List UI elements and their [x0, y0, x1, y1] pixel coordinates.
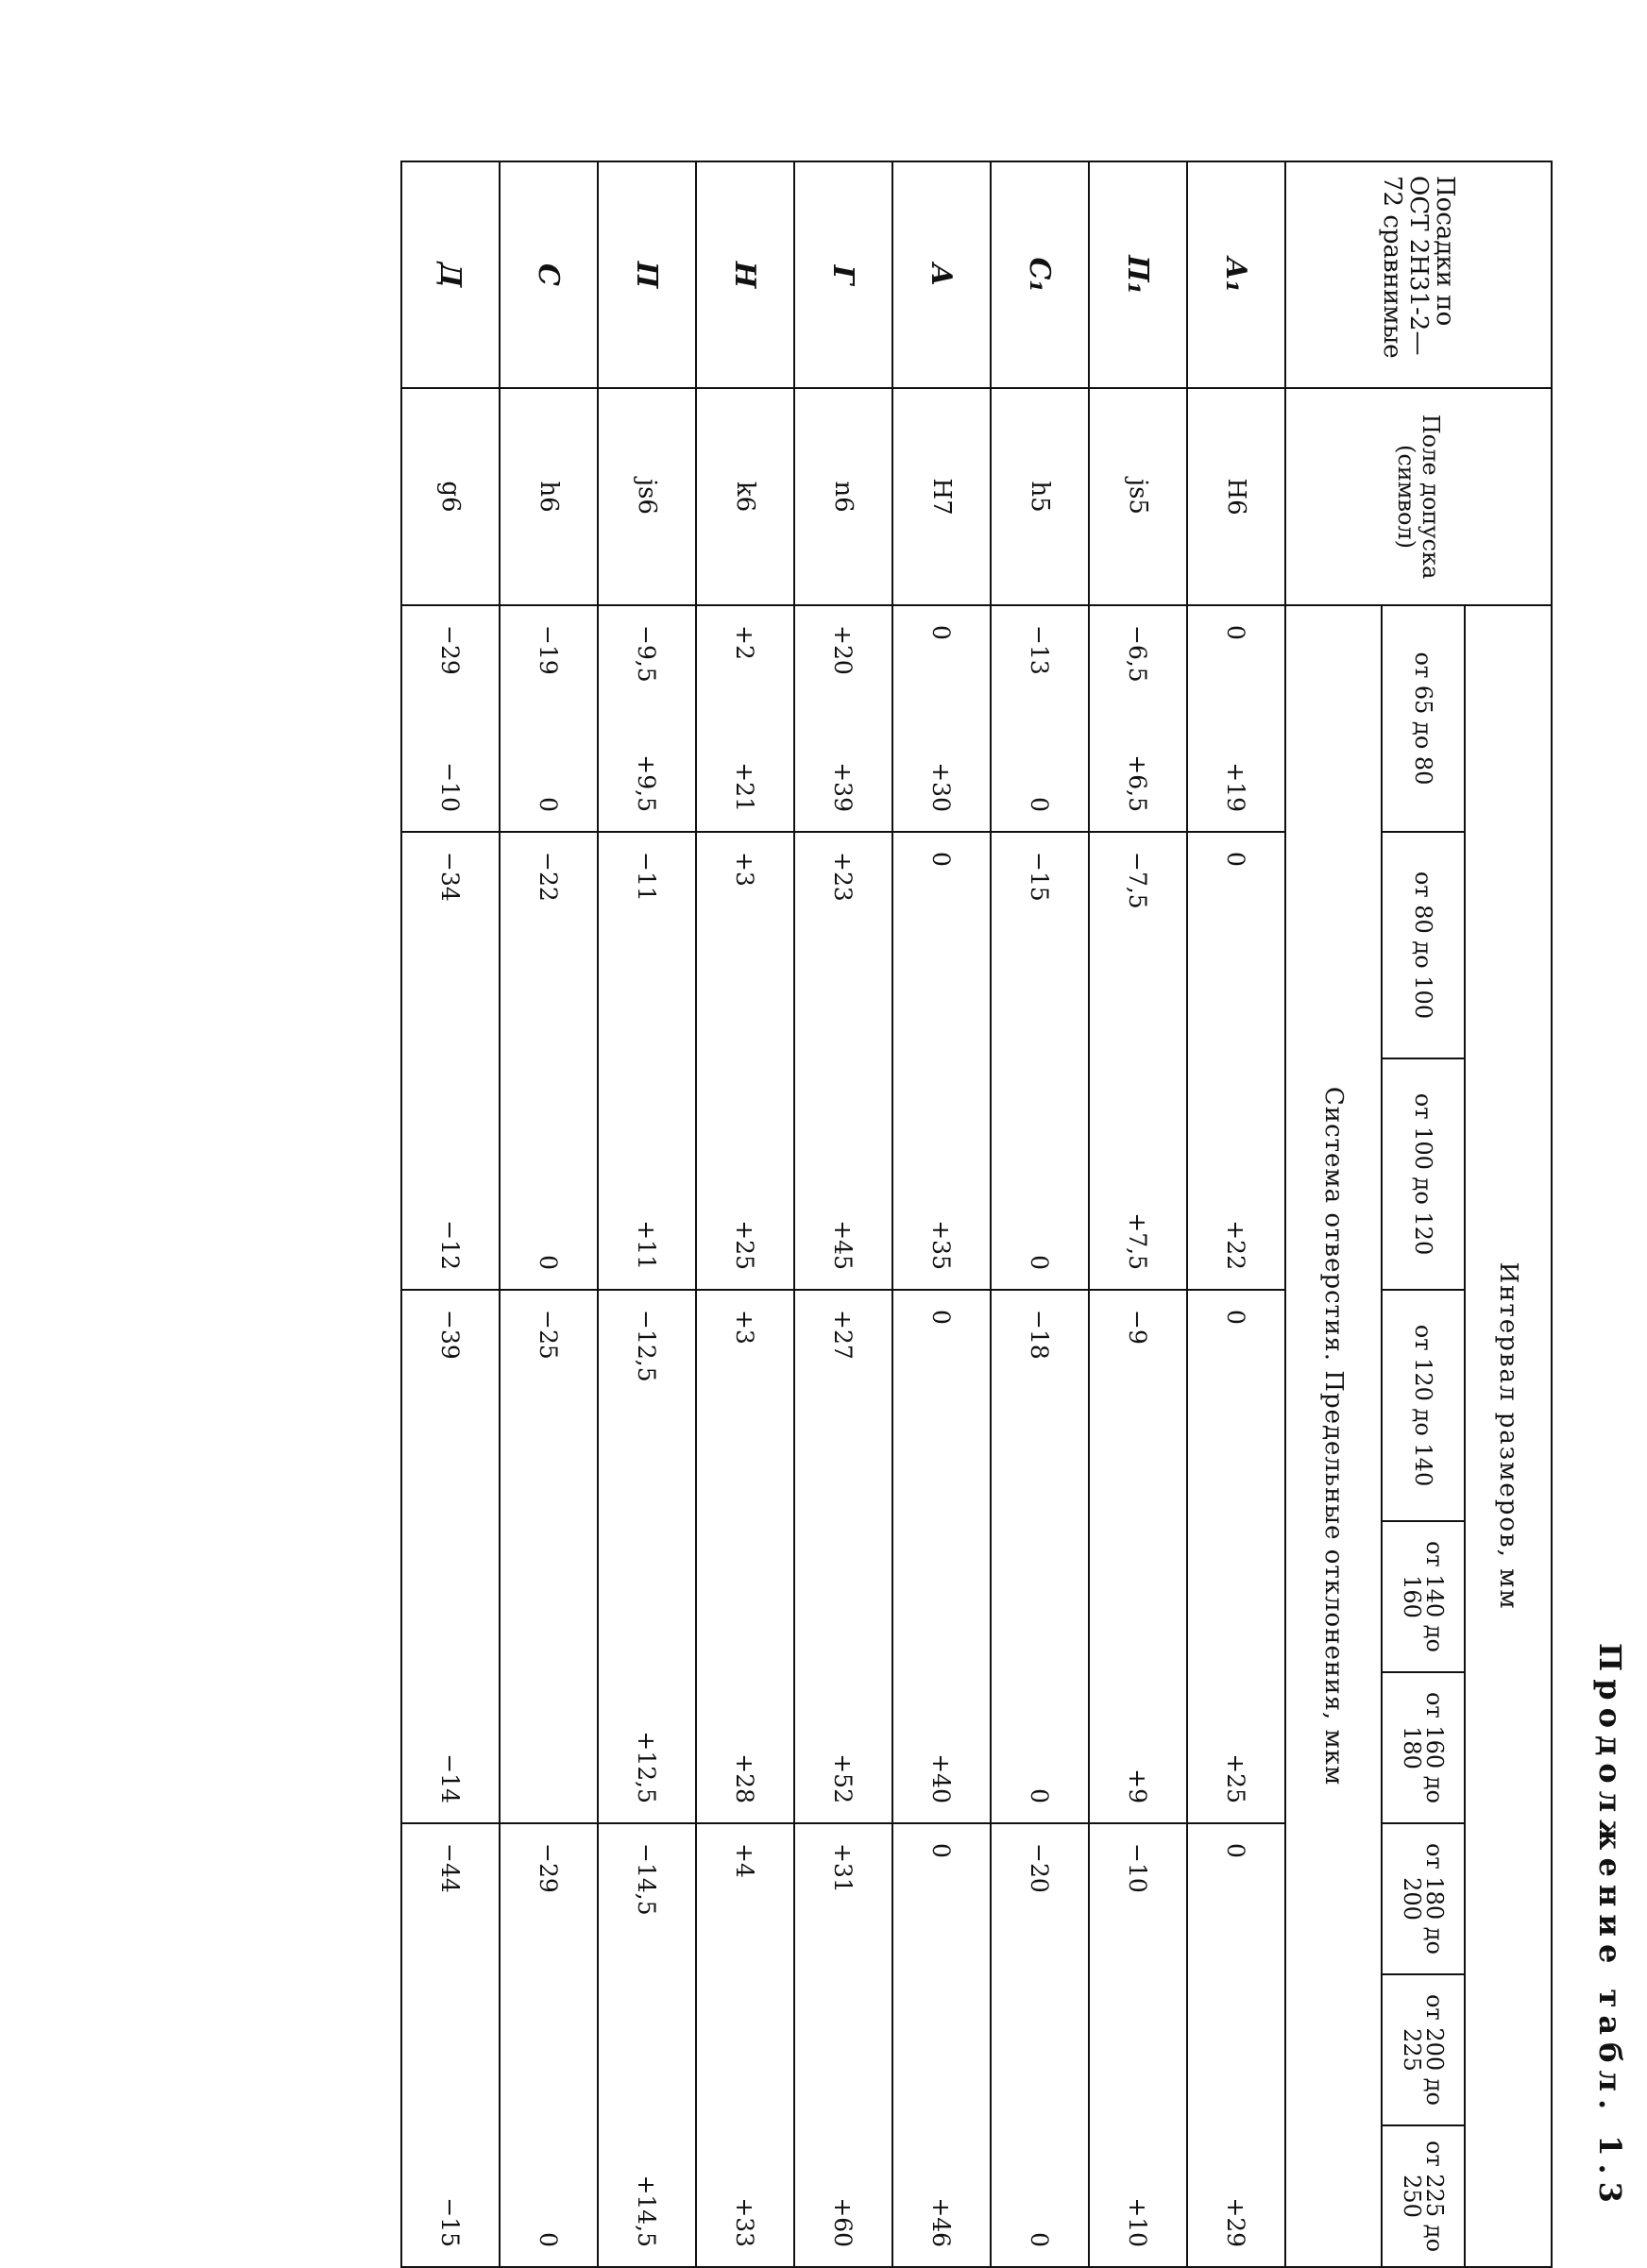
upper-deviation: +25 — [1222, 1753, 1250, 1803]
upper-deviation: +12,5 — [633, 1731, 661, 1803]
fit-cell: Г — [794, 161, 892, 388]
lower-deviation: +20 — [829, 625, 857, 675]
fit-cell: С₁ — [991, 161, 1089, 388]
deviation-cell — [991, 1823, 1089, 2267]
upper-deviation: +40 — [927, 1753, 956, 1803]
upper-deviation: +52 — [829, 1753, 857, 1803]
upper-deviation: +33 — [731, 2197, 759, 2248]
lower-deviation: +3 — [731, 1310, 759, 1345]
tolerance-field-cell: js5 — [1089, 388, 1187, 605]
table-row — [401, 161, 500, 2267]
table-row — [1187, 161, 1285, 2267]
fit-cell: А — [892, 161, 991, 388]
lower-deviation: 0 — [1222, 1310, 1250, 1325]
lower-deviation: −9,5 — [633, 625, 661, 683]
upper-deviation: +46 — [927, 2197, 956, 2248]
lower-deviation: −25 — [535, 1310, 563, 1360]
lower-deviation: −12,5 — [633, 1310, 661, 1382]
upper-deviation: 0 — [535, 797, 563, 812]
tolerance-field-cell: H7 — [892, 388, 991, 605]
tolerance-table — [400, 161, 1553, 2268]
tolerance-field-cell: g6 — [401, 388, 500, 605]
tolerance-field-cell: H6 — [1187, 388, 1285, 605]
table-body — [401, 161, 1285, 2267]
upper-deviation: 0 — [1026, 1255, 1054, 1270]
deviation-cell — [794, 832, 892, 1290]
lower-deviation: −44 — [436, 1843, 465, 1893]
lower-deviation: −7,5 — [1124, 852, 1152, 909]
upper-deviation: +25 — [731, 1220, 759, 1270]
upper-deviation: +45 — [829, 1220, 857, 1270]
lower-deviation: −13 — [1026, 625, 1054, 675]
fit-cell: П — [598, 161, 696, 388]
table-row — [500, 161, 598, 2267]
upper-deviation: 0 — [1026, 1788, 1054, 1803]
deviation-cell — [500, 605, 598, 832]
lower-deviation: −29 — [436, 625, 465, 675]
lower-deviation: 0 — [1222, 852, 1250, 867]
deviation-cell — [696, 1290, 794, 1823]
deviation-cell — [1187, 1290, 1285, 1823]
deviation-cell — [794, 605, 892, 832]
deviation-cell — [500, 1823, 598, 2267]
deviation-cell — [1089, 605, 1187, 832]
deviation-cell — [892, 1823, 991, 2267]
table-row — [892, 161, 991, 2267]
upper-deviation: +28 — [731, 1753, 759, 1803]
deviation-cell — [401, 832, 500, 1290]
lower-deviation: −9 — [1124, 1310, 1152, 1345]
header-range: от 180 до 200 — [1382, 1823, 1465, 1974]
deviation-cell — [500, 1290, 598, 1823]
upper-deviation: 0 — [535, 2232, 563, 2248]
lower-deviation: −19 — [535, 625, 563, 675]
table-row — [991, 161, 1089, 2267]
upper-deviation: +6,5 — [1124, 754, 1152, 812]
lower-deviation: −39 — [436, 1310, 465, 1360]
lower-deviation: −29 — [535, 1843, 563, 1893]
upper-deviation: −10 — [436, 762, 465, 812]
header-range: от 160 до 180 — [1382, 1672, 1465, 1823]
deviation-cell — [401, 1823, 500, 2267]
deviation-cell — [401, 1290, 500, 1823]
upper-deviation: +14,5 — [633, 2175, 661, 2248]
lower-deviation: +27 — [829, 1310, 857, 1360]
upper-deviation: +19 — [1222, 762, 1250, 812]
header-fit-column: Посадки по ОСТ 2Н31-2—72 сравнимые — [1285, 161, 1552, 388]
table-row — [696, 161, 794, 2267]
upper-deviation: 0 — [1026, 797, 1054, 812]
deviation-cell — [1089, 1290, 1187, 1823]
deviation-cell — [401, 605, 500, 832]
fit-cell: Д — [401, 161, 500, 388]
lower-deviation: −10 — [1124, 1843, 1152, 1893]
header-field-column: Поле допуска (символ) — [1285, 388, 1552, 605]
table-row — [794, 161, 892, 2267]
table-caption: Продолжение табл. 1.3 — [1592, 1643, 1628, 2210]
upper-deviation: +21 — [731, 762, 759, 812]
deviation-cell — [991, 1290, 1089, 1823]
upper-deviation: −12 — [436, 1220, 465, 1270]
header-range-title: Интервал размеров, мм — [1465, 605, 1552, 2267]
header-system-title: Система отверстия. Предельные отклонения, мкм — [1285, 605, 1382, 2267]
lower-deviation: 0 — [1222, 625, 1250, 640]
deviation-cell — [1187, 605, 1285, 832]
fit-cell: А₁ — [1187, 161, 1285, 388]
header-range: от 65 до 80 — [1382, 605, 1465, 832]
header-range: от 100 до 120 — [1382, 1058, 1465, 1290]
lower-deviation: −18 — [1026, 1310, 1054, 1360]
upper-deviation: +35 — [927, 1220, 956, 1270]
lower-deviation: 0 — [927, 852, 956, 867]
lower-deviation: −14,5 — [633, 1843, 661, 1916]
tolerance-field-cell: h6 — [500, 388, 598, 605]
upper-deviation: +29 — [1222, 2197, 1250, 2248]
lower-deviation: −15 — [1026, 852, 1054, 902]
deviation-cell — [500, 832, 598, 1290]
deviation-cell — [598, 1823, 696, 2267]
lower-deviation: −6,5 — [1124, 625, 1152, 683]
lower-deviation: −11 — [633, 852, 661, 902]
header-range: от 225 до 250 — [1382, 2125, 1465, 2267]
lower-deviation: +3 — [731, 852, 759, 887]
tolerance-field-cell: k6 — [696, 388, 794, 605]
header-range: от 200 до 225 — [1382, 1974, 1465, 2125]
fit-cell: С — [500, 161, 598, 388]
deviation-cell — [794, 1290, 892, 1823]
deviation-cell — [1187, 1823, 1285, 2267]
table-row — [1089, 161, 1187, 2267]
upper-deviation: +22 — [1222, 1220, 1250, 1270]
lower-deviation: 0 — [927, 625, 956, 640]
deviation-cell — [598, 605, 696, 832]
deviation-cell — [892, 832, 991, 1290]
fit-cell: П₁ — [1089, 161, 1187, 388]
tolerance-field-cell: h5 — [991, 388, 1089, 605]
deviation-cell — [991, 605, 1089, 832]
lower-deviation: −22 — [535, 852, 563, 902]
header-range: от 80 до 100 — [1382, 832, 1465, 1058]
table-row — [598, 161, 696, 2267]
fit-cell: Н — [696, 161, 794, 388]
deviation-cell — [1089, 1823, 1187, 2267]
deviation-cell — [696, 605, 794, 832]
upper-deviation: +9,5 — [633, 754, 661, 812]
tolerance-field-cell: n6 — [794, 388, 892, 605]
deviation-cell — [794, 1823, 892, 2267]
lower-deviation: +4 — [731, 1843, 759, 1878]
upper-deviation: +11 — [633, 1220, 661, 1270]
header-range: от 120 до 140 — [1382, 1290, 1465, 1521]
upper-deviation: +60 — [829, 2197, 857, 2248]
upper-deviation: +10 — [1124, 2197, 1152, 2248]
deviation-cell — [696, 1823, 794, 2267]
deviation-cell — [598, 1290, 696, 1823]
lower-deviation: 0 — [927, 1310, 956, 1325]
lower-deviation: 0 — [927, 1843, 956, 1858]
deviation-cell — [892, 605, 991, 832]
upper-deviation: 0 — [535, 1255, 563, 1270]
lower-deviation: +2 — [731, 625, 759, 660]
upper-deviation: +7,5 — [1124, 1212, 1152, 1270]
upper-deviation: 0 — [1026, 2232, 1054, 2248]
deviation-cell — [1187, 832, 1285, 1290]
upper-deviation: +9 — [1124, 1769, 1152, 1803]
header-range: от 140 до 160 — [1382, 1521, 1465, 1672]
lower-deviation: +23 — [829, 852, 857, 902]
lower-deviation: 0 — [1222, 1843, 1250, 1858]
upper-deviation: −14 — [436, 1753, 465, 1803]
lower-deviation: +31 — [829, 1843, 857, 1893]
upper-deviation: +39 — [829, 762, 857, 812]
deviation-cell — [598, 832, 696, 1290]
deviation-cell — [696, 832, 794, 1290]
lower-deviation: −20 — [1026, 1843, 1054, 1893]
deviation-cell — [991, 832, 1089, 1290]
lower-deviation: −34 — [436, 852, 465, 902]
upper-deviation: −15 — [436, 2197, 465, 2248]
deviation-cell — [1089, 832, 1187, 1290]
deviation-cell — [892, 1290, 991, 1823]
upper-deviation: +30 — [927, 762, 956, 812]
tolerance-field-cell: js6 — [598, 388, 696, 605]
